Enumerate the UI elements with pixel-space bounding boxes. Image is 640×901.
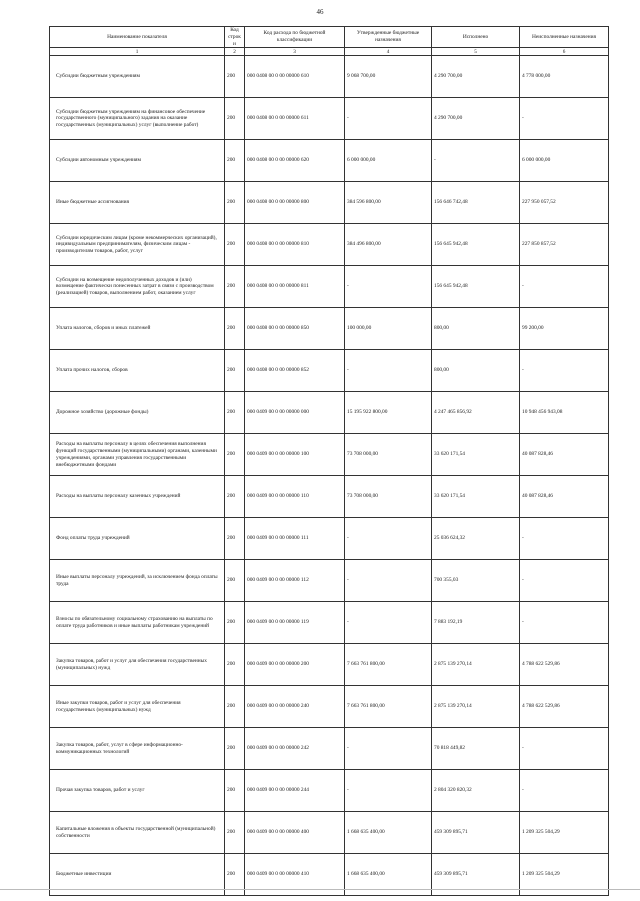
row-unexecuted: - [520,266,609,308]
row-line-code: 200 [225,476,245,518]
row-approved: - [345,770,432,812]
row-approved: - [345,266,432,308]
table-row [50,644,609,686]
row-unexecuted: - [520,770,609,812]
row-unexecuted: - [520,560,609,602]
row-unexecuted: 4 778 000,00 [520,56,609,98]
row-budget-code: 000 0409 00 0 00 00000 110 [245,476,345,518]
row-approved: 7 663 761 800,00 [345,644,432,686]
header-executed: Исполнено [432,27,520,48]
row-name: Субсидии юридическим лицам (кроме некоммерческих организаций), индивидуальным предпринимателям, физическим лицам - производителям товаров, работ, услуг [50,224,225,266]
table-row [50,476,609,518]
row-budget-code: 000 0408 00 0 00 00000 810 [245,224,345,266]
row-approved: - [345,728,432,770]
row-executed: 4 290 700,00 [432,98,520,140]
row-budget-code: 000 0408 00 0 00 00000 610 [245,56,345,98]
row-unexecuted: - [520,518,609,560]
row-executed: 459 309 895,71 [432,812,520,854]
row-executed: 70 818 449,82 [432,728,520,770]
row-line-code: 200 [225,308,245,350]
row-name: Капитальные вложения в объекты государственной (муниципальной) собственности [50,812,225,854]
row-approved: 1 668 635 400,00 [345,812,432,854]
row-budget-code: 000 0408 00 0 00 00000 811 [245,266,345,308]
row-name: Расходы на выплаты персоналу казенных учреждений [50,476,225,518]
row-line-code: 200 [225,686,245,728]
row-budget-code: 000 0409 00 0 00 00000 119 [245,602,345,644]
column-number: 4 [345,48,432,56]
table-row [50,182,609,224]
column-number: 1 [50,48,225,56]
table-row [50,308,609,350]
row-name: Дорожное хозяйство (дорожные фонды) [50,392,225,434]
row-budget-code: 000 0409 00 0 00 00000 200 [245,644,345,686]
row-budget-code: 000 0409 00 0 00 00000 100 [245,434,345,476]
row-name: Уплата прочих налогов, сборов [50,350,225,392]
row-approved: 100 000,00 [345,308,432,350]
row-line-code: 200 [225,770,245,812]
row-line-code: 200 [225,266,245,308]
row-name: Закупка товаров, работ и услуг для обеспечения государственных (муниципальных) нужд [50,644,225,686]
row-line-code: 200 [225,350,245,392]
row-approved: 15 195 922 800,00 [345,392,432,434]
header-budget-code: Код расхода по бюджетной классификации [245,27,345,48]
row-line-code: 200 [225,644,245,686]
row-executed: 4 247 465 856,92 [432,392,520,434]
row-line-code: 200 [225,224,245,266]
row-approved: 1 668 635 400,00 [345,854,432,896]
header-unexecuted: Неисполненные назначения [520,27,609,48]
row-unexecuted: 99 200,00 [520,308,609,350]
row-executed: 33 620 171,54 [432,476,520,518]
row-name: Фонд оплаты труда учреждений [50,518,225,560]
row-budget-code: 000 0408 00 0 00 00000 611 [245,98,345,140]
row-name: Иные выплаты персоналу учреждений, за исключением фонда оплаты труда [50,560,225,602]
row-budget-code: 000 0409 00 0 00 00000 410 [245,854,345,896]
row-unexecuted: - [520,98,609,140]
row-budget-code: 000 0409 00 0 00 00000 400 [245,812,345,854]
row-name: Иные бюджетные ассигнования [50,182,225,224]
row-executed: 156 645 942,48 [432,266,520,308]
row-budget-code: 000 0409 00 0 00 00000 000 [245,392,345,434]
table-header-row [50,27,609,48]
table-row [50,56,609,98]
row-line-code: 200 [225,140,245,182]
row-budget-code: 000 0408 00 0 00 00000 850 [245,308,345,350]
row-approved: 7 663 761 800,00 [345,686,432,728]
row-executed: 156 646 742,48 [432,182,520,224]
column-number: 3 [245,48,345,56]
table-body [50,56,609,896]
row-approved: - [345,350,432,392]
bottom-rule [0,889,640,890]
row-unexecuted: 10 948 456 943,08 [520,392,609,434]
row-name: Расходы на выплаты персоналу в целях обеспечения выполнения функций государственными (муниципальными) органами, казенными учреждениями, органами управления государственными внебюджетными фондами [50,434,225,476]
table-row [50,728,609,770]
budget-execution-table [49,26,609,896]
column-number-row [50,48,609,56]
row-executed: - [432,140,520,182]
page-number: 46 [316,8,324,16]
row-unexecuted: 4 788 622 529,86 [520,686,609,728]
row-executed: 156 645 942,48 [432,224,520,266]
row-executed: 2 875 139 270,14 [432,686,520,728]
table-row [50,98,609,140]
row-name: Закупка товаров, работ, услуг в сфере информационно-коммуникационных технологий [50,728,225,770]
row-name: Взносы по обязательному социальному страхованию на выплаты по оплате труда работников и иные выплаты работникам учреждений [50,602,225,644]
row-approved: - [345,602,432,644]
row-line-code: 200 [225,602,245,644]
row-approved: - [345,518,432,560]
row-unexecuted: - [520,350,609,392]
row-unexecuted: 40 087 828,46 [520,434,609,476]
row-executed: 2 804 320 820,32 [432,770,520,812]
row-line-code: 200 [225,728,245,770]
row-executed: 459 309 895,71 [432,854,520,896]
row-budget-code: 000 0409 00 0 00 00000 240 [245,686,345,728]
row-name: Субсидии на возмещение недополученных доходов и (или) возмещение фактически понесенных затрат в связи с производством (реализацией) товаров, выполнением работ, оказанием услуг [50,266,225,308]
header-line-code: Код строки [225,27,245,48]
row-budget-code: 000 0409 00 0 00 00000 244 [245,770,345,812]
row-line-code: 200 [225,182,245,224]
table-row [50,350,609,392]
header-approved: Утвержденные бюджетные назначения [345,27,432,48]
row-line-code: 200 [225,56,245,98]
row-executed: 800,00 [432,308,520,350]
row-name: Субсидии автономным учреждениям [50,140,225,182]
row-name: Иные закупки товаров, работ и услуг для обеспечения государственных (муниципальных) нужд [50,686,225,728]
row-approved: 384 496 800,00 [345,224,432,266]
row-executed: 4 290 700,00 [432,56,520,98]
row-unexecuted: 227 850 857,52 [520,224,609,266]
row-approved: 9 068 700,00 [345,56,432,98]
row-executed: 800,00 [432,350,520,392]
table-row [50,770,609,812]
table-row [50,392,609,434]
row-unexecuted: 1 209 325 504,29 [520,812,609,854]
row-approved: - [345,560,432,602]
column-number: 6 [520,48,609,56]
header-name: Наименование показателя [50,27,225,48]
table-row [50,518,609,560]
row-unexecuted: 4 788 622 529,86 [520,644,609,686]
row-budget-code: 000 0408 00 0 00 00000 852 [245,350,345,392]
row-unexecuted: - [520,728,609,770]
row-line-code: 200 [225,98,245,140]
row-name: Бюджетные инвестиции [50,854,225,896]
row-line-code: 200 [225,392,245,434]
table-row [50,686,609,728]
row-executed: 700 355,03 [432,560,520,602]
row-approved: 73 708 000,00 [345,434,432,476]
row-executed: 33 620 171,54 [432,434,520,476]
row-unexecuted: - [520,602,609,644]
table-row [50,224,609,266]
row-budget-code: 000 0408 00 0 00 00000 620 [245,140,345,182]
table-row [50,434,609,476]
table-row [50,812,609,854]
row-name: Субсидии бюджетным учреждениям на финансовое обеспечение государственного (муниципального) задания на оказание государственных (муниципальных) услуг (выполнение работ) [50,98,225,140]
table-row [50,266,609,308]
row-unexecuted: 1 209 325 504,29 [520,854,609,896]
table-row [50,560,609,602]
row-line-code: 200 [225,854,245,896]
row-line-code: 200 [225,812,245,854]
table-row [50,602,609,644]
row-line-code: 200 [225,560,245,602]
row-budget-code: 000 0409 00 0 00 00000 111 [245,518,345,560]
row-unexecuted: 6 000 000,00 [520,140,609,182]
row-line-code: 200 [225,434,245,476]
row-approved: 73 708 000,00 [345,476,432,518]
row-approved: 6 000 000,00 [345,140,432,182]
row-unexecuted: 40 087 828,46 [520,476,609,518]
column-number: 2 [225,48,245,56]
row-unexecuted: 227 950 057,52 [520,182,609,224]
row-budget-code: 000 0408 00 0 00 00000 800 [245,182,345,224]
row-name: Уплата налогов, сборов и иных платежей [50,308,225,350]
row-executed: 25 036 624,32 [432,518,520,560]
row-approved: - [345,98,432,140]
row-name: Прочая закупка товаров, работ и услуг [50,770,225,812]
row-budget-code: 000 0409 00 0 00 00000 112 [245,560,345,602]
row-budget-code: 000 0409 00 0 00 00000 242 [245,728,345,770]
row-name: Субсидии бюджетным учреждениям [50,56,225,98]
row-executed: 2 875 139 270,14 [432,644,520,686]
table-row [50,140,609,182]
column-number: 5 [432,48,520,56]
row-line-code: 200 [225,518,245,560]
row-approved: 384 596 800,00 [345,182,432,224]
row-executed: 7 883 192,19 [432,602,520,644]
